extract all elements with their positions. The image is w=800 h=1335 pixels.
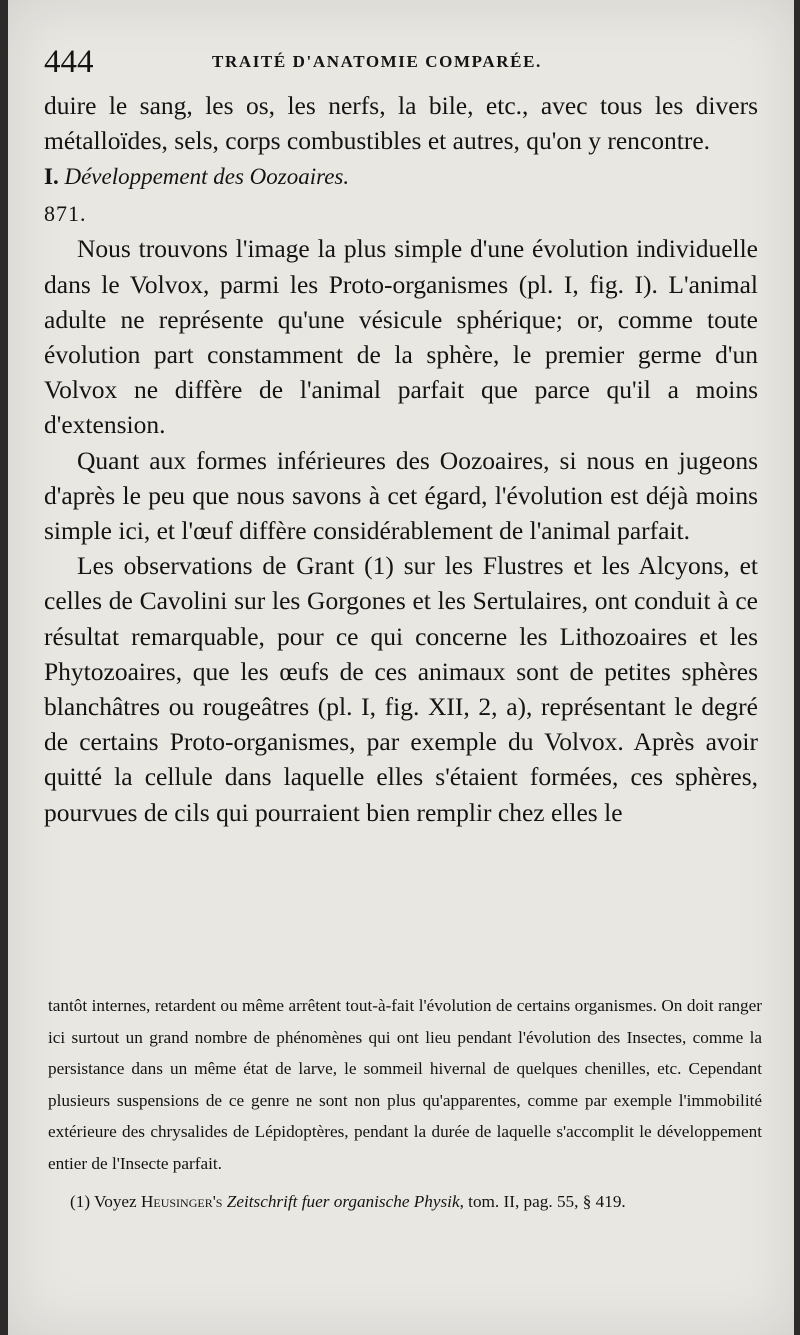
footnotes [48,990,762,1217]
paragraph: Les observations de Grant (1) sur les Flustres et les Alcyons, et celles de Cavolini sur les Gorgones et les Sertulaires, ont conduit à ce résultat remarquable, pour ce qui concerne les Lithozoaires et les Phytozoaires, que les œufs de ces animaux sont de petites sphères blanchâtres ou rougeâtres (pl. I, fig. XII, 2, a), représentant le degré de certains Proto-organismes, par exemple du Volvox. Après avoir quitté la cellule dans laquelle elles s'étaient formées, ces sphères, pourvues de cils qui pourraient bien remplir chez elles le [44,551,758,827]
section-number: I. [44,164,59,190]
carryover-paragraph: duire le sang, les os, les nerfs, la bile, etc., avec tous les divers métalloïdes, sels, corps combustibles et autres, qu'on y rencontre. [44,91,758,156]
running-head [44,42,764,82]
paragraph: Nous trouvons l'image la plus simple d'une évolution individuelle dans le Volvox, parmi les Proto-organismes (pl. I, fig. I). L'animal adulte ne représente qu'une vésicule sphérique; or, comme toute évolution part constamment de la sphère, le premier germe d'un Volvox ne diffère de l'animal parfait que parce qu'il a moins d'extension. [44,234,758,440]
main-text [44,88,758,830]
section-title: Développement des Oozoaires. [64,164,350,190]
footnote-reference: , tom. II, pag. 55, § 419. [459,1191,626,1211]
page-number: 444 [44,44,94,80]
section-heading [44,158,758,196]
footnote [48,1186,762,1218]
paragraph-number: 871. [44,201,87,227]
paragraph: Quant aux formes inférieures des Oozoaires, si nous en jugeons d'après le peu que nous savons à cet égard, l'évolution est déjà moins simple ici, et l'œuf diffère considérablement de l'animal parfait. [44,445,758,546]
running-title: TRAITÉ D'ANATOMIE COMPARÉE. [212,52,542,71]
footnote-journal: Zeitschrift fuer organische Physik [226,1191,460,1211]
book-page [8,0,794,1335]
continued-footnote: tantôt internes, retardent ou même arrêtent tout-à-fait l'évolution de certains organismes. On doit ranger ici surtout un grand nombre de phénomènes qui ont lieu pendant l'évolution des Insectes, comme la persistance dans un même état de larve, le sommeil hivernal de quelques chenilles, etc. Cependant plusieurs suspensions de ce genre ne sont non plus qu'apparentes, comme par exemple l'immobilité extérieure des chrysalides de Lépidoptères, pendant la durée de laquelle s'accomplit le développement entier de l'Insecte parfait. [48,996,762,1173]
footnote-author: Heusinger's [140,1191,223,1211]
footnote-marker: (1) Voyez [70,1191,137,1211]
